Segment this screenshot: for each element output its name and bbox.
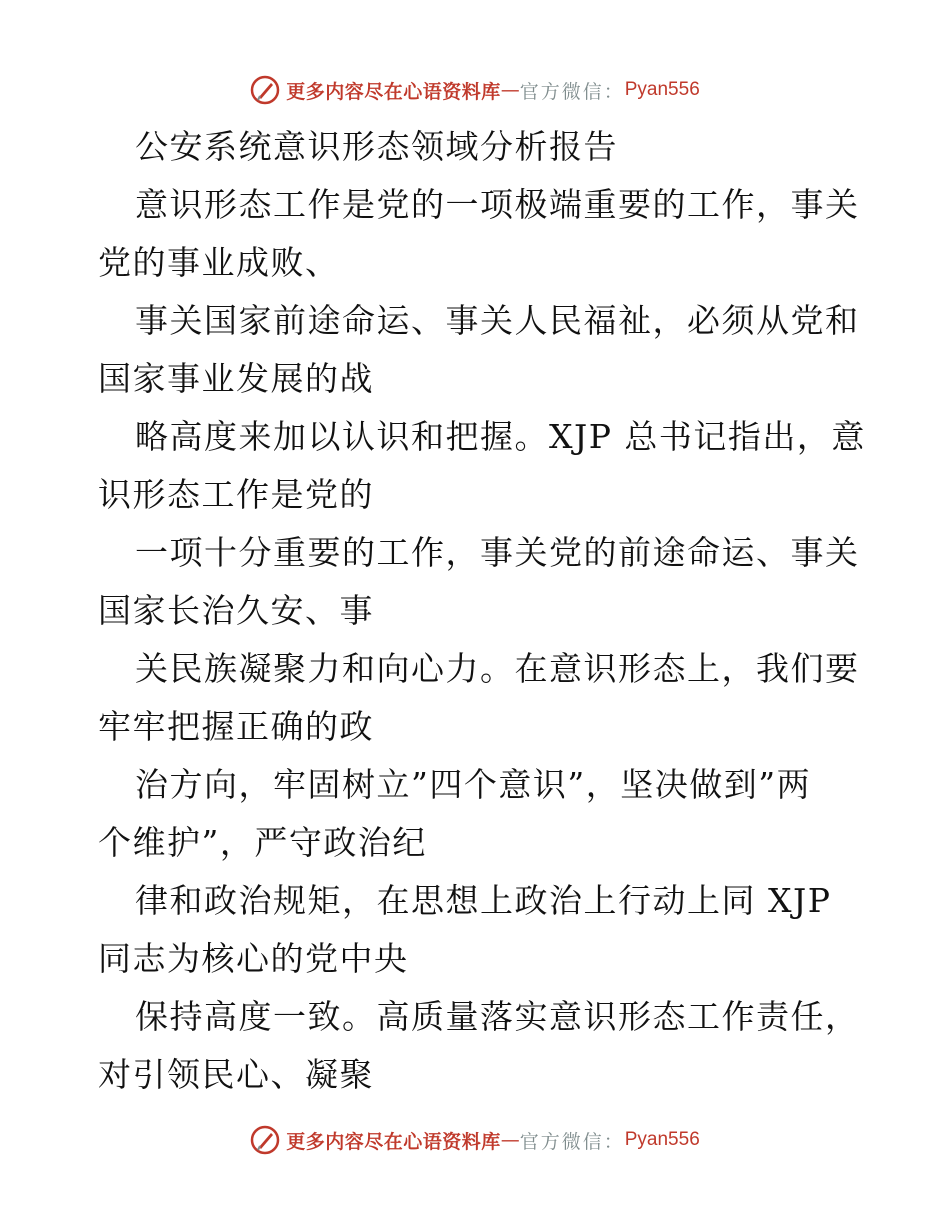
paragraph-line: 事关国家前途命运、事关人民福祉，必须从党和 <box>135 301 860 340</box>
banner-separator: — <box>500 1129 520 1151</box>
paragraph-line: 意识形态工作是党的一项极端重要的工作，事关 <box>135 185 860 224</box>
paragraph-line: 国家事业发展的战 <box>98 359 374 398</box>
paragraph-line: 个维护”，严守政治纪 <box>98 823 427 862</box>
paragraph-line: 律和政治规矩，在思想上政治上行动上同 XJP <box>135 881 832 920</box>
paragraph-line: 牢牢把握正确的政 <box>98 707 374 746</box>
paragraph-line: 同志为核心的党中央 <box>98 939 409 978</box>
paragraph-line: 治方向，牢固树立”四个意识”，坚决做到”两 <box>135 765 812 804</box>
paragraph-line: 党的事业成败、 <box>98 243 340 282</box>
banner-text: 更多内容尽在心语资料库 <box>286 1130 501 1153</box>
footer-banner <box>0 1120 950 1160</box>
paragraph-line: 略高度来加以认识和把握。XJP 总书记指出，意 <box>135 417 866 456</box>
banner-separator: — <box>500 79 520 101</box>
quill-logo-icon <box>250 1125 280 1155</box>
banner-wechat-id: Pyan556 <box>624 1129 700 1150</box>
paragraph-line: 关民族凝聚力和向心力。在意识形态上，我们要 <box>135 649 860 688</box>
banner-wechat-id: Pyan556 <box>624 79 700 100</box>
paragraph-line: 国家长治久安、事 <box>98 591 374 630</box>
quill-logo-icon <box>250 75 280 105</box>
paragraph-line: 一项十分重要的工作，事关党的前途命运、事关 <box>135 533 860 572</box>
header-banner <box>0 70 950 110</box>
document-body <box>98 118 866 1104</box>
banner-text: 更多内容尽在心语资料库 <box>286 80 501 103</box>
banner-wechat-label: 官方微信： <box>519 80 625 103</box>
paragraph-line: 保持高度一致。高质量落实意识形态工作责任， <box>135 997 860 1036</box>
banner-wechat-label: 官方微信： <box>519 1130 625 1153</box>
document-title: 公安系统意识形态领域分析报告 <box>135 127 618 166</box>
paragraph-line: 对引领民心、凝聚 <box>98 1055 374 1094</box>
paragraph-line: 识形态工作是党的 <box>98 475 374 514</box>
